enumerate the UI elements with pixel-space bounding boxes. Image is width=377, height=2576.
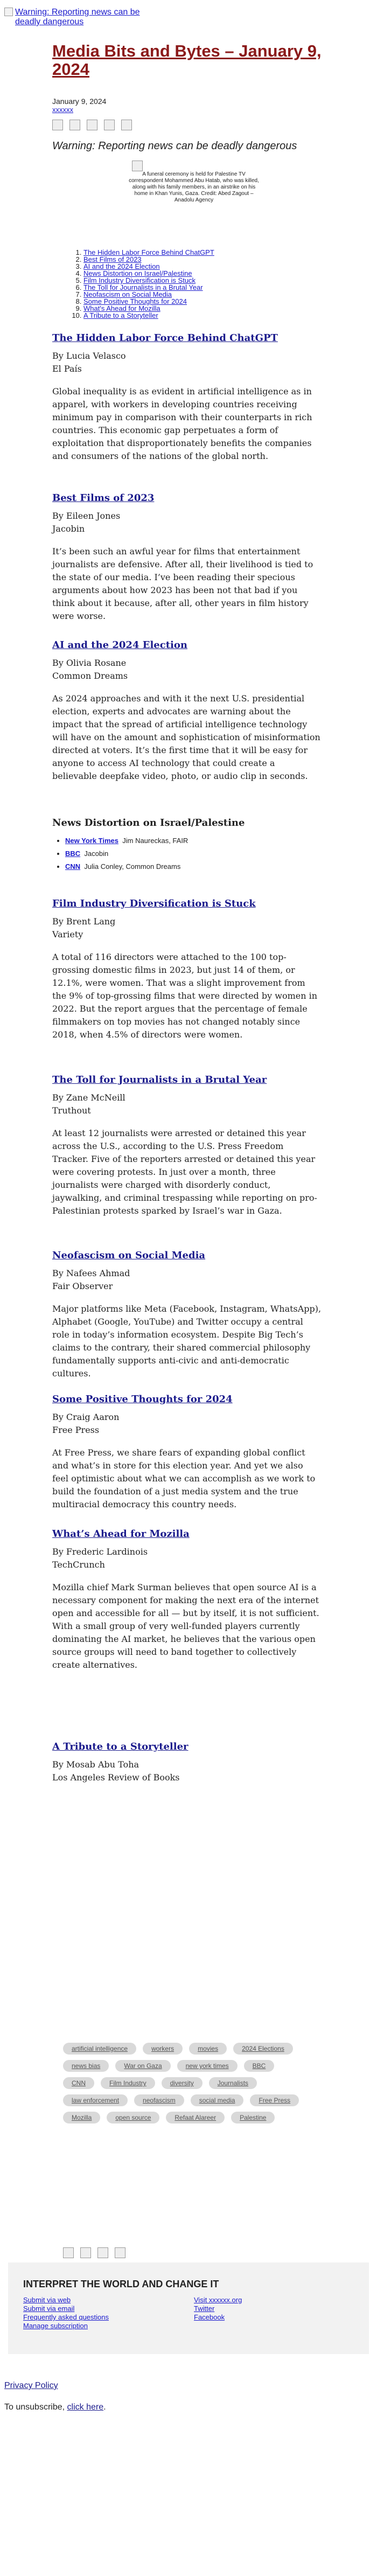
footer-link[interactable]: Submit via email (23, 2305, 75, 2313)
intro-heading: Warning: Reporting news can be deadly dangerous (52, 140, 297, 152)
news-list (65, 834, 322, 873)
toc-item[interactable]: Neofascism on Social Media (83, 290, 172, 298)
tag-pill[interactable]: open source (107, 2112, 159, 2124)
content-card (46, 33, 326, 2121)
section-title[interactable]: What’s Ahead for Mozilla (52, 1528, 190, 1540)
news-distortion-section (52, 817, 322, 873)
section-body: At least 12 journalists were arrested or detained this year across the U.S., according to the U.S. Press Freedom Tracker. Five of the reporters arrested or detained this year were covering protests. In just over a month, three journalists were charged with disorderly conduct, jaywalking, and criminal trespassing while reporting on pro-Palestinian protests sparked by Israel’s war in Gaza. (52, 1128, 317, 1216)
section-author: By Nafees Ahmad (52, 1268, 130, 1278)
tag-pill[interactable]: Free Press (250, 2094, 299, 2106)
footer-link[interactable]: Facebook (194, 2313, 225, 2321)
article-section (52, 1074, 322, 1217)
header-banner[interactable] (4, 8, 166, 27)
header-image-link[interactable]: Warning: Reporting news can be deadly dangerous (15, 8, 140, 26)
section-source: Free Press (52, 1425, 100, 1435)
toc-item[interactable]: A Tribute to a Storyteller (83, 311, 158, 319)
section-author: By Eileen Jones (52, 511, 121, 521)
tag-pill[interactable]: Mozilla (63, 2112, 100, 2124)
section-title: News Distortion on Israel/Palestine (52, 817, 245, 829)
tag-pill[interactable]: law enforcement (63, 2094, 128, 2106)
section-body: As 2024 approaches and with it the next U.S. presidential election, experts and advocates are warning about the impact that the spread of artificial intelligence technology will have on the amount and sophistication of misinformation directed at voters. It’s the first time that it will be easy for anyone to access AI technology that could create a believable deepfake video, photo, or audio clip in seconds. (52, 693, 320, 781)
table-of-contents (73, 249, 320, 319)
section-author: By Craig Aaron (52, 1412, 120, 1422)
tag-pill[interactable]: artificial intelligence (63, 2043, 136, 2055)
tag-pill[interactable]: Film Industry (101, 2077, 155, 2089)
tag-pill[interactable]: movies (189, 2043, 227, 2055)
footer-left-links (23, 2296, 109, 2330)
news-source-link[interactable]: BBC (65, 850, 81, 858)
section-author: By Zane McNeill (52, 1092, 125, 1103)
section-title[interactable]: A Tribute to a Storyteller (52, 1741, 188, 1752)
toc-item[interactable]: The Toll for Journalists in a Brutal Year (83, 283, 203, 291)
post-date: January 9, 2024 (52, 97, 107, 106)
share-icon-1[interactable] (52, 120, 63, 130)
tag-list (63, 2043, 300, 2124)
section-source: El País (52, 364, 82, 374)
list-item (65, 834, 322, 847)
article-section (52, 1741, 322, 1794)
toc-item[interactable]: Some Positive Thoughts for 2024 (83, 297, 187, 305)
tag-pill[interactable]: workers (143, 2043, 183, 2055)
share-icon-1[interactable] (63, 2247, 74, 2258)
unsubscribe-line (4, 2403, 106, 2412)
article-section (52, 332, 322, 463)
footer-link[interactable]: Frequently asked questions (23, 2313, 109, 2321)
toc-item[interactable]: Best Films of 2023 (83, 255, 142, 263)
section-source: Common Dreams (52, 671, 128, 681)
footer-link[interactable]: Visit xxxxxx.org (194, 2296, 242, 2304)
news-author: Julia Conley, Common Dreams (84, 862, 181, 871)
toc-item[interactable]: AI and the 2024 Election (83, 262, 160, 270)
footer-heading: INTERPRET THE WORLD AND CHANGE IT (23, 2279, 219, 2289)
tag-pill[interactable]: CNN (63, 2077, 94, 2089)
footer-link[interactable]: Twitter (194, 2305, 215, 2313)
article-section (52, 492, 322, 623)
footer (8, 2262, 369, 2354)
broken-image-icon (4, 8, 13, 16)
share-buttons (52, 120, 132, 130)
share-icon-4[interactable] (115, 2247, 125, 2258)
section-body: A total of 116 directors were attached to the 100 top-grossing domestic films in 2023, but just 14 of them, or 12.1%, were women. That was a slight improvement from the 9% of top-grossing films that were directed by women in 2022. But the report argues that the percentage of female filmmakers on top movies has not changed notably since 2018, when 4.5% of directors were women. (52, 952, 318, 1040)
footer-link[interactable]: Submit via web (23, 2296, 71, 2304)
share-icon-2[interactable] (80, 2247, 91, 2258)
photo-caption: A funeral ceremony is held for Palestine TV correspondent Mohammed Abu Hatab, who was killed, along with his family members, in an airstrike on his home in Khan Yunis, Gaza. Credit: Abed Zagout – Anadolu Agency (129, 171, 259, 203)
tag-pill[interactable]: BBC (244, 2060, 275, 2072)
article-section (52, 1897, 322, 1907)
toc-item[interactable]: What's Ahead for Mozilla (83, 304, 160, 312)
author-link[interactable]: xxxxxx (52, 106, 73, 114)
section-title[interactable]: AI and the 2024 Election (52, 639, 187, 651)
tag-pill[interactable]: neofascism (134, 2094, 184, 2106)
section-author: By Frederic Lardinois (52, 1547, 148, 1557)
news-source-link[interactable]: New York Times (65, 837, 118, 845)
article-section (52, 1394, 322, 1511)
section-source: Variety (52, 929, 83, 939)
section-body: It’s been such an awful year for films that entertainment journalists are defensive. After all, their livelihood is tied to the state of our media. I’ve been reading their specious arguments about how 2023 has been not that bad if you think about it because, after all, other years in film history were worse. (52, 546, 313, 621)
tag-pill[interactable]: news bias (63, 2060, 109, 2072)
section-author: By Mosab Abu Toha (52, 1759, 139, 1770)
section-body: Major platforms like Meta (Facebook, Instagram, WhatsApp), Alphabet (Google, YouTube) and Twitter occupy a central role in today’s information ecosystem. Despite Big Tech’s claims to the contrary, their shared commercial philosophy fundamentally supports anti-civic and anti-democratic cultures. (52, 1304, 322, 1378)
page-title[interactable]: Media Bits and Bytes – January 9, 2024 (52, 41, 322, 79)
section-title[interactable]: The Hidden Labor Force Behind ChatGPT (52, 332, 278, 344)
list-item (65, 860, 322, 873)
share-icon-4[interactable] (104, 120, 115, 130)
section-body: At Free Press, we share fears of expanding global conflict and what’s in store for this election year. And yet we also feel optimistic about what we can accomplish as we work to build the foundation of a just media system and the true multiracial democracy this country needs. (52, 1447, 316, 1509)
tag-pill[interactable]: Journalists (209, 2077, 257, 2089)
section-author: By Brent Lang (52, 916, 116, 927)
news-author: Jim Naureckas, FAIR (122, 837, 188, 845)
share-icon-3[interactable] (87, 120, 97, 130)
tag-pill[interactable]: War on Gaza (115, 2060, 170, 2072)
tag-pill[interactable]: 2024 Elections (233, 2043, 293, 2055)
share-icon-2[interactable] (69, 120, 80, 130)
section-title[interactable]: Neofascism on Social Media (52, 1250, 206, 1261)
share-icon-5[interactable] (121, 120, 132, 130)
section-source: Fair Observer (52, 1281, 113, 1291)
toc-item[interactable]: Film Industry Diversification is Stuck (83, 276, 196, 284)
tag-pill[interactable]: social media (191, 2094, 244, 2106)
footer-link[interactable]: Manage subscription (23, 2322, 88, 2330)
tag-pill[interactable]: Refaat Alareer (166, 2112, 225, 2124)
section-author: By Olivia Rosane (52, 658, 127, 668)
section-body: Mozilla chief Mark Surman believes that open source AI is a necessary component for making the next era of the internet open and accessible for all — but by itself, it is not sufficient. With a small group of very well-funded players currently dominating the AI market, he believes that the various open source groups will need to band together to collectively create alternatives. (52, 1582, 319, 1670)
unsubscribe-prefix: To unsubscribe, (4, 2403, 67, 2412)
unsubscribe-suffix: . (103, 2403, 106, 2412)
article-section (52, 639, 322, 783)
article-section (52, 1528, 322, 1672)
section-title[interactable]: Film Industry Diversification is Stuck (52, 898, 256, 909)
tag-pill[interactable]: diversity (162, 2077, 203, 2089)
tag-pill[interactable]: new york times (177, 2060, 238, 2072)
share-icon-3[interactable] (97, 2247, 108, 2258)
list-item (65, 847, 322, 860)
photo-broken-icon (132, 161, 143, 171)
newsletter-page (0, 33, 377, 2350)
article-section (52, 898, 322, 1041)
section-title[interactable]: The Toll for Journalists in a Brutal Year (52, 1074, 267, 1085)
news-author: Jacobin (84, 850, 109, 858)
section-source: Jacobin (52, 524, 85, 534)
section-title[interactable]: Best Films of 2023 (52, 492, 155, 504)
bottom-share-buttons (63, 2247, 125, 2258)
toc-item[interactable]: The Hidden Labor Force Behind ChatGPT (83, 248, 214, 256)
section-author: By Lucia Velasco (52, 351, 126, 361)
privacy-policy-link[interactable]: Privacy Policy (4, 2381, 58, 2390)
tag-pill[interactable]: Palestine (231, 2112, 275, 2124)
article-section (52, 1250, 322, 1380)
section-body: Global inequality is as evident in artificial intelligence as in apparel, with workers in developing countries receiving minimum pay in comparison with their counterparts in rich countries. This economic gap perpetuates a form of exploitation that disproportionately benefits the companies and consumers of the nations of the global north. (52, 386, 312, 461)
news-source-link[interactable]: CNN (65, 862, 81, 871)
unsubscribe-link[interactable]: click here (67, 2403, 104, 2412)
toc-item[interactable]: News Distortion on Israel/Palestine (83, 269, 192, 277)
section-title[interactable]: Some Positive Thoughts for 2024 (52, 1394, 233, 1405)
section-source: TechCrunch (52, 1559, 105, 1570)
footer-right-links (194, 2296, 242, 2322)
section-source: Los Angeles Review of Books (52, 1772, 180, 1783)
section-source: Truthout (52, 1105, 91, 1116)
